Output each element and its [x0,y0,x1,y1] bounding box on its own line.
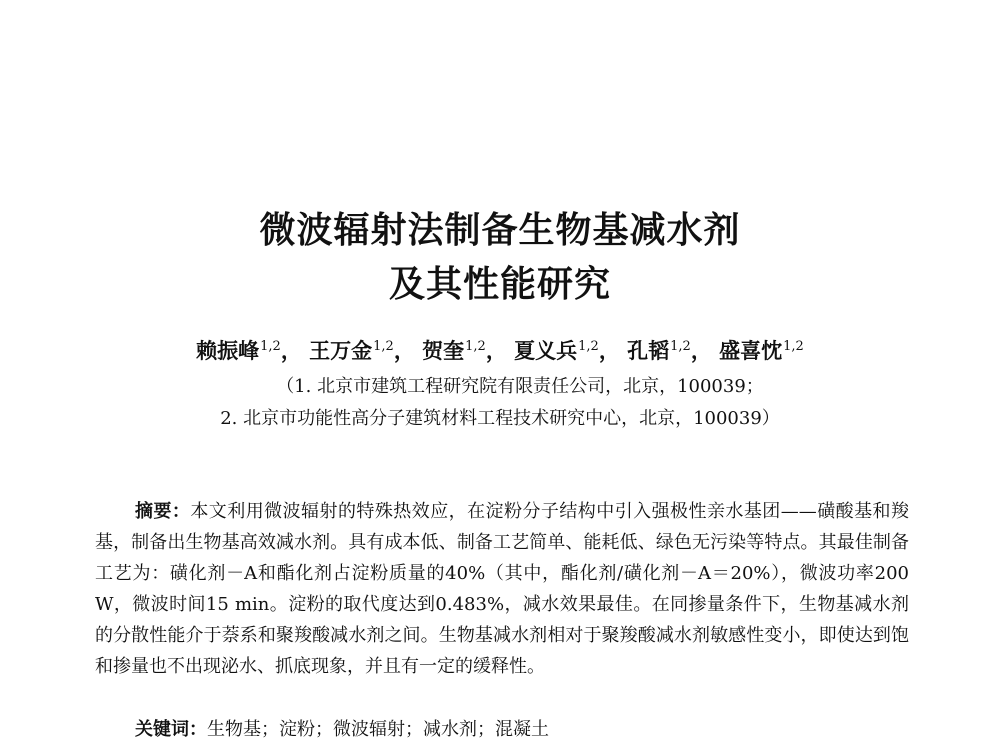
keywords-text: 生物基；淀粉；微波辐射；减水剂；混凝土 [207,719,549,740]
author-separator: ， [393,338,415,363]
author: 夏义兵$^{1,2}$ [514,338,599,363]
author: 王万金$^{1,2}$ [309,338,394,363]
author-separator: ， [690,338,712,363]
abstract-text: 本文利用微波辐射的特殊热效应，在淀粉分子结构中引入强极性亲水基团——磺酸基和羧基，制备出生物基高效减水剂。具有成本低、制备工艺简单、能耗低、绿色无污染等特点。其最佳制备工艺为：磺化剂－A和酯化剂占淀粉质量的40%（其中，酯化剂/磺化剂－A＝20%），微波功率200 W，微波时间15 min。淀粉的取代度达到0.483%，减水效果最佳。在同掺量条件下，生物基减水剂的分散性能介于萘系和聚羧酸减水剂之间。生物基减水剂相对于聚羧酸减水剂敏感性变小，即使达到饱和掺量也不出现泌水、抓底现象，并且有一定的缓释性。 [95,501,910,677]
keywords-label: 关键词： [135,719,207,740]
paper-title-line-1: 微波辐射法制备生物基减水剂 [259,209,741,251]
author: 孔韬$^{1,2}$ [627,338,691,363]
abstract [95,496,909,682]
keywords [135,714,915,745]
author-list [0,340,1000,361]
affiliation-1: （1. 北京市建筑工程研究院有限责任公司，北京，100039； [276,376,764,397]
author: 贺奎$^{1,2}$ [422,338,486,363]
abstract-label: 摘要： [135,501,191,522]
paper-title-line-2: 及其性能研究 [388,263,611,305]
author: 赖振峰$^{1,2}$ [196,338,281,363]
author-separator: ， [280,338,302,363]
author-separator: ， [485,338,507,363]
author: 盛喜忱$^{1,2}$ [719,338,804,363]
affiliation-2: 2. 北京市功能性高分子建筑材料工程技术研究中心，北京，100039） [220,408,780,429]
author-separator: ， [598,338,620,363]
